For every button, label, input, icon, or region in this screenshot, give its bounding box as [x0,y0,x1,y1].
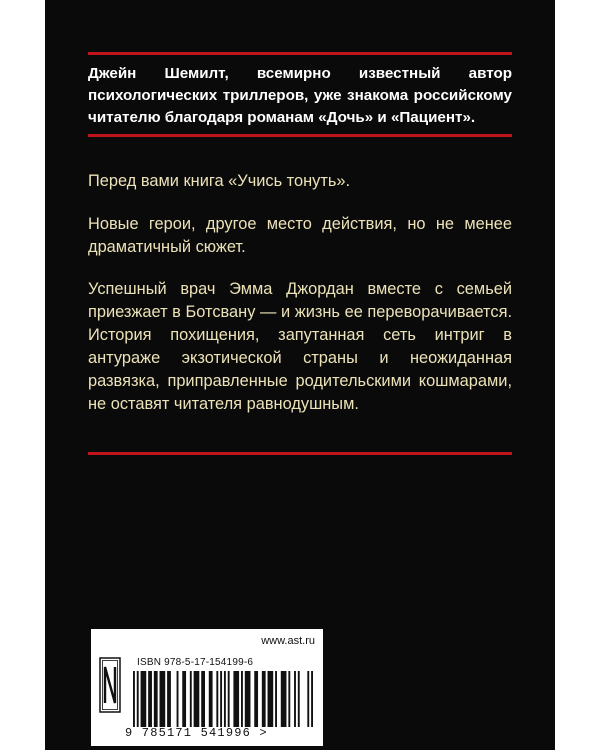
body-paragraph-1: Перед вами книга «Учись тонуть». [88,172,351,190]
body-paragraph-2: Новые герои, другое место действия, но не менее драматичный сюжет. [88,215,512,256]
intro-paragraph: Джейн Шемилт, всемирно известный автор психологических триллеров, уже знакома российскому читателю благодаря романам «Дочь» и «Пациент». [88,65,512,126]
barcode-bar [194,671,200,727]
publisher-logo-icon [99,657,121,713]
barcode-bar [141,671,147,727]
barcode-bar [294,671,296,727]
barcode-bar [288,671,290,727]
barcode-bar [167,671,171,727]
barcode-bar [190,671,192,727]
middle-red-rule [88,134,512,137]
barcode-bar [268,671,274,727]
publisher-site: www.ast.ru [261,635,315,647]
barcode-block [91,629,323,746]
barcode-digits: 9 785171 541996 > [125,726,268,740]
bottom-red-rule [88,452,512,455]
barcode-bar [177,671,179,727]
barcode-bar [137,671,139,727]
top-red-rule [88,52,512,55]
barcode-bars [133,671,313,727]
barcode-bar [224,671,226,727]
barcode-bar [298,671,300,727]
barcode-bar [133,671,135,727]
barcode-bar [262,671,266,727]
barcode-bar [182,671,186,727]
barcode-bar [228,671,230,727]
isbn-label: ISBN 978-5-17-154199-6 [137,657,254,668]
barcode-bar [209,671,213,727]
barcode-bar [154,671,158,727]
barcode-bar [311,671,313,727]
barcode-bar [216,671,218,727]
barcode-bar [254,671,258,727]
barcode-bar [148,671,152,727]
barcode-bar [160,671,166,727]
barcode-bar [220,671,222,727]
barcode-bar [245,671,251,727]
barcode-bar [275,671,277,727]
body-paragraph-3: Успешный врач Эмма Джордан вместе с семьей приезжает в Ботсвану — и жизнь ее переворачивается. История похищения, запутанная сеть интриг в антураже экзотической страны и неожиданная развязка, приправленные родительскими кошмарами, не оставят читателя равнодушным. [88,280,512,413]
barcode-bar [201,671,205,727]
barcode-bar [281,671,287,727]
barcode-bar [307,671,309,727]
barcode-bar [241,671,243,727]
barcode-bar [233,671,239,727]
